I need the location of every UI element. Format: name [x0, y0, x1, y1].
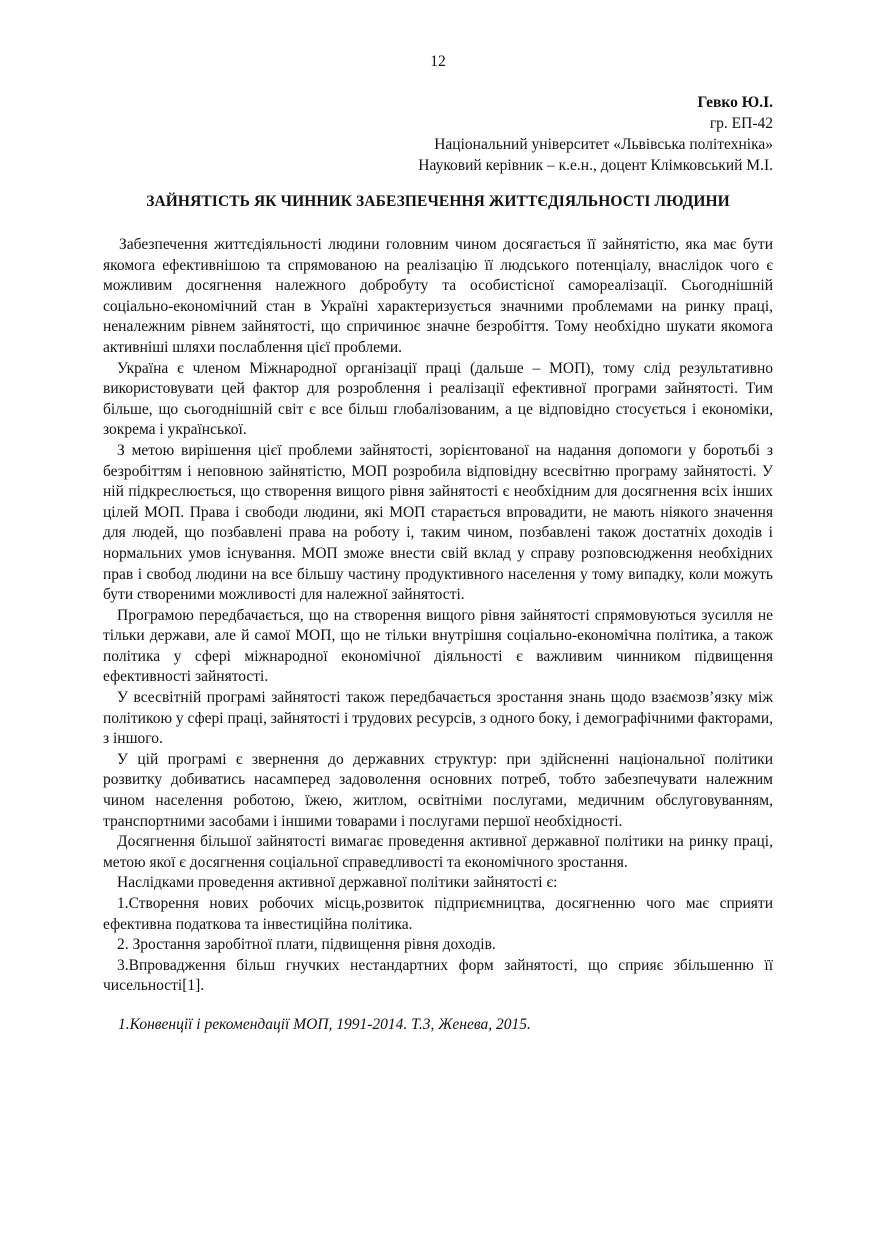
paragraph: Наслідками проведення активної державної політики зайнятості є:: [117, 874, 558, 892]
author-block: [418, 92, 773, 176]
author-university: Національний університет «Львівська політехніка»: [434, 136, 773, 153]
list-item: 3.Впровадження більш гнучких нестандартних форм зайнятості, що сприяє збільшенню її чисельності[1].: [103, 956, 773, 995]
reference-entry: 1.Конвенції і рекомендації МОП, 1991-2014. Т.3, Женева, 2015.: [118, 1016, 531, 1033]
author-group: гр. ЕП-42: [709, 115, 773, 132]
page-number: 12: [430, 53, 446, 70]
author-supervisor: Науковий керівник – к.е.н., доцент Клімковський М.І.: [418, 157, 773, 174]
list-item: 1.Створення нових робочих місць,розвиток підприємництва, досягненню чого має сприяти ефективна податкова та інвестиційна політика.: [103, 895, 773, 933]
paragraph: Досягнення більшої зайнятості вимагає проведення активної державної політики на ринку праці, метою якої є досягнення соціальної справедливості та економічного зростання.: [103, 833, 773, 871]
list-item: 2. Зростання заробітної плати, підвищення рівня доходів.: [117, 936, 496, 954]
paragraph: Програмою передбачається, що на створення вищого рівня зайнятості спрямовуються зусилля не тільки держави, але й самої МОП, що не тільки внутрішня соціально-економічна політика, а також політика у сфері міжнародної економічної діяльності є важливим чинником підвищення ефективності зайнятості.: [103, 606, 773, 686]
paragraph: У всесвітній програмі зайнятості також передбачається зростання знань щодо взаємозв’язку між політикою у сфері праці, зайнятості і трудових ресурсів, з одного боку, і демографічними факторами, з іншого.: [103, 689, 773, 748]
paragraph: У цій програмі є звернення до державних структур: при здійсненні національної політики розвитку добиватись насамперед задоволення основних потреб, тобто забезпечувати належним чином населення роботою, їжею, житлом, освітніми послугами, медичним обслуговуванням, транспортними засобами і іншими товарами і послугами першої необхідності.: [103, 750, 773, 830]
article-body: [103, 235, 773, 997]
author-name: Гевко Ю.І.: [697, 94, 773, 111]
paragraph: З метою вирішення цієї проблеми зайнятості, зорієнтованої на надання допомоги у боротьбі з безробіттям і неповною зайнятістю, МОП розробила відповідну всесвітню програму зайнятості. У ній підкреслюється, що створення вищого рівня зайнятості є необхідним для досягнення всіх інших цілей МОП. Права і свободи людини, які МОП старається впровадити, не мають ніякого значення для людей, що позбавлені права на роботу і, таким чином, позбавлені також достатніх доходів і нормальних умов існування. МОП зможе внести свій вклад у справу розповсюдження необхідних прав і свобод людини на все більшу частину продуктивного населення у тому випадку, коли можуть бути створеними можливості для належної зайнятості.: [103, 441, 773, 604]
paragraph: Забезпечення життєдіяльності людини головним чином досягається її зайнятістю, яка має бути якомога ефективнішою та спрямованою на реалізацію її людського потенціалу, внаслідок чого є можливим досягнення належного добробуту та особистісної самореалізації. Сьогоднішній соціально-економічний стан в Україні характеризується значними проблемами на ринку праці, неналежним рівнем зайнятості, що спричинює значне безробіття. Тому необхідно шукати якомога активніші шляхи послаблення цієї проблеми.: [103, 236, 773, 356]
article-title: ЗАЙНЯТІСТЬ ЯК ЧИННИК ЗАБЕЗПЕЧЕННЯ ЖИТТЄДІЯЛЬНОСТІ ЛЮДИНИ: [146, 193, 730, 210]
paragraph: Україна є членом Міжнародної організації праці (дальше – МОП), тому слід результативно використовувати цей фактор для розроблення і реалізації ефективної програми зайнятості. Тим більше, що сьогоднішній світ є все більш глобалізованим, а це відповідно стосується і економіки, зокрема і української.: [103, 359, 773, 439]
